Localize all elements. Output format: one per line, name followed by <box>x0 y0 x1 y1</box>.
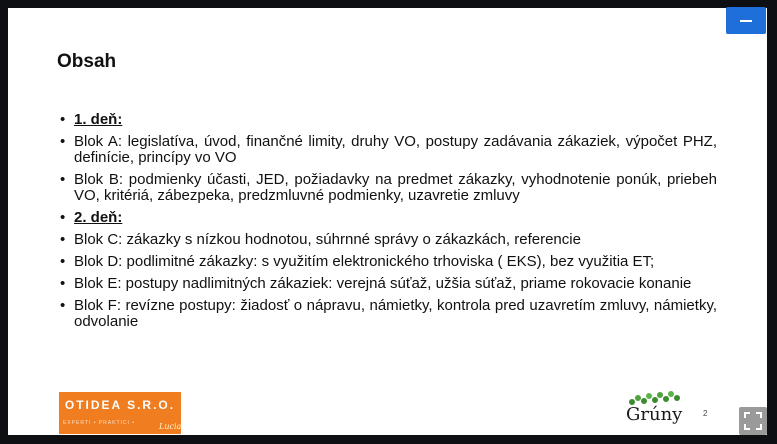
list-item: • Blok B: podmienky účasti, JED, požiadavky na predmet zákazky, vyhodnotenie ponúk, priebeh VO, kritériá, zábezpeka, predzmluvné podmienky, uzavretie zmluvy <box>57 172 717 204</box>
slide-title: Obsah <box>57 51 117 72</box>
day-heading: 1. deň: <box>74 111 123 128</box>
list-item <box>57 210 717 226</box>
gruny-logo <box>622 388 692 428</box>
list-item: • Blok C: zákazky s nízkou hodnotou, súhrnné správy o zákazkách, referencie <box>57 232 717 248</box>
slide-content <box>57 112 717 336</box>
list-item: • Blok D: podlimitné zákazky: s využitím elektronického trhoviska ( EKS), bez využitia ET; <box>57 254 717 270</box>
fullscreen-icon <box>739 407 767 435</box>
otidea-logo-name: OTIDEA S.R.O. <box>64 398 176 412</box>
list-item: • Blok E: postupy nadlimitných zákaziek: verejná súťaž, užšia súťaž, priame rokovacie konanie <box>57 276 717 292</box>
otidea-logo-tagline: EXPERTI • PRAKTICI • <box>63 420 136 426</box>
list-item: • Blok F: revízne postupy: žiadosť o nápravu, námietky, kontrola pred uzavretím zmluvy, námietky, odvolanie <box>57 298 717 330</box>
otidea-logo <box>59 392 181 434</box>
gruny-logo-text: Grúny <box>626 404 683 425</box>
otidea-logo-signature: Lucia <box>159 422 182 431</box>
minimize-icon <box>740 20 752 22</box>
list-item: • Blok A: legislatíva, úvod, finančné limity, druhy VO, postupy zadávania zákaziek, výpočet PHZ, definície, princípy vo VO <box>57 134 717 166</box>
fullscreen-button[interactable] <box>739 407 767 435</box>
minimize-button[interactable] <box>726 7 766 34</box>
list-item <box>57 112 717 128</box>
page-number: 2 <box>703 409 708 418</box>
day-heading: 2. deň: <box>74 209 123 226</box>
download-icon[interactable] <box>13 413 29 429</box>
